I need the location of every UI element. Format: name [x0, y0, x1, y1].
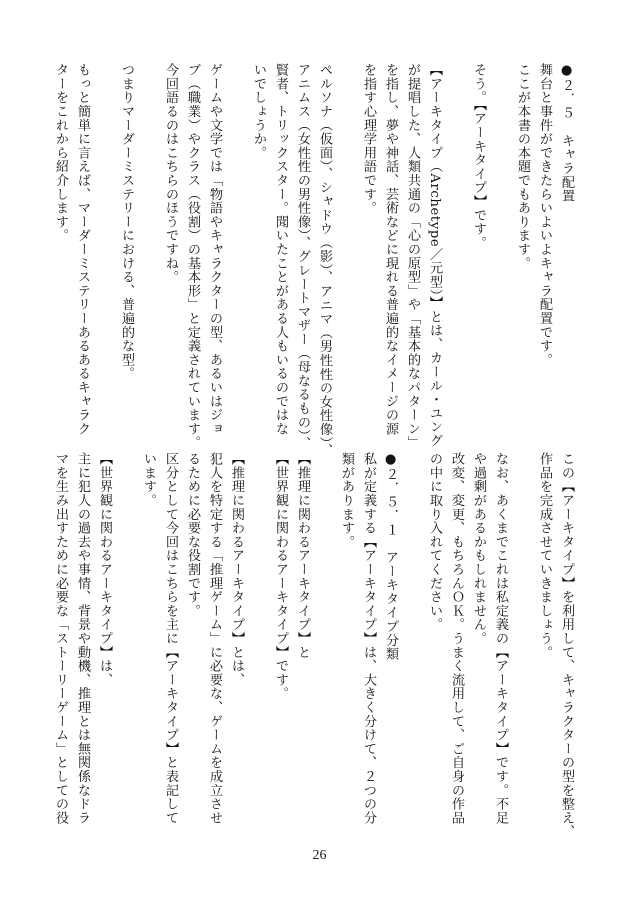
text-line: います。 [141, 452, 156, 508]
text-line: 【世界観に関わるアーキタイプ】です。 [273, 452, 288, 701]
text-line [489, 63, 511, 448]
text-line [335, 63, 357, 448]
text-line: の中に取り入れてください。 [427, 452, 442, 632]
text-line [313, 452, 335, 847]
section-heading: ●２．５．１ アーキタイプ分類 [383, 452, 398, 661]
text-line: るために必要な役割です。 [185, 452, 200, 618]
text-line: 類があります。 [339, 452, 354, 549]
text-line: アニムス（女性性の男性像）、グレートマザー（母なるもの）、 [295, 63, 310, 450]
text-line: を指し、夢や神話、芸術などに現れる普遍的なイメージの源 [383, 63, 398, 436]
text-line: この【アーキタイプ】を利用して、キャラクターの型を整え、 [559, 452, 574, 839]
text-line: 犯人を特定する「推理ゲーム」に必要な、ゲームを成立させ [207, 452, 222, 825]
page-number: 26 [312, 848, 327, 863]
text-line: 【推理に関わるアーキタイプ】とは、 [229, 452, 244, 687]
text-line: つまりマーダーミステリーにおける、普遍的な型。 [119, 63, 134, 381]
text-line [511, 452, 533, 847]
text-line: 【世界観に関わるアーキタイプ】は、 [97, 452, 112, 687]
text-line: や過剰があるかもしれません。 [471, 452, 486, 646]
text-line [445, 63, 467, 448]
text-line [93, 63, 115, 448]
text-line: マを生み出すために必要な「ストーリーゲーム」としての役 [53, 452, 68, 825]
text-line: なお、あくまでこれは私定義の【アーキタイプ】です。不足 [493, 452, 508, 825]
text-line: 私が定義する【アーキタイプ】は、大きく分けて、２つの分 [361, 452, 376, 825]
text-line: ゲームや文学では「物語やキャラクターの型、あるいはジョ [207, 63, 222, 436]
text-line: が提唱した、人類共通の「心の原型」や「基本的なパターン」 [405, 63, 420, 450]
text-line: 今回語るのはこちらのほうですね。 [163, 63, 178, 284]
text-line [225, 63, 247, 448]
text-line [137, 63, 159, 448]
text-line: 【推理に関わるアーキタイプ】と [295, 452, 310, 659]
text-block-top [49, 63, 577, 458]
text-line: を指す心理学用語です。 [361, 63, 376, 215]
text-line: 【アーキタイプ（Archetype／元型）】とは、カール・ユング [427, 63, 442, 448]
text-line: 賢者、トリックスター。聞いたことがある人もいるのではな [273, 63, 288, 436]
text-line: ブ（職業）やクラス（役割）の基本形」と定義されています。 [185, 63, 200, 450]
text-line [115, 452, 137, 847]
text-line: ペルソナ（仮面）、シャドウ（影）、アニマ（男性性の女性像）、 [317, 63, 332, 458]
text-line: 主に犯人の過去や事情、背景や動機、推理とは無関係なドラ [75, 452, 90, 825]
text-line: もっと簡単に言えば、マーダーミステリーあるあるキャラク [75, 63, 90, 436]
text-line: ターをこれから紹介します。 [53, 63, 68, 243]
text-line: 区分として今回はこちらを主に【アーキタイプ】と表記して [163, 452, 178, 825]
text-line: ここが本書の本題でもあります。 [515, 63, 530, 270]
text-line: 作品を完成させていきましょう。 [537, 452, 552, 659]
text-line: 改変、変更、もちろんＯＫ。うまく流用して、ご自身の作品 [449, 452, 464, 825]
text-line [247, 452, 269, 847]
section-heading: ●２．５ キャラ配置 [559, 63, 574, 203]
text-block-bottom [49, 452, 577, 847]
text-line: 舞台と事件ができたらいよいよキャラ配置です。 [537, 63, 552, 367]
text-line: そう。【アーキタイプ】です。 [471, 63, 486, 250]
text-line: いでしょうか。 [251, 63, 266, 160]
text-line [401, 452, 423, 847]
